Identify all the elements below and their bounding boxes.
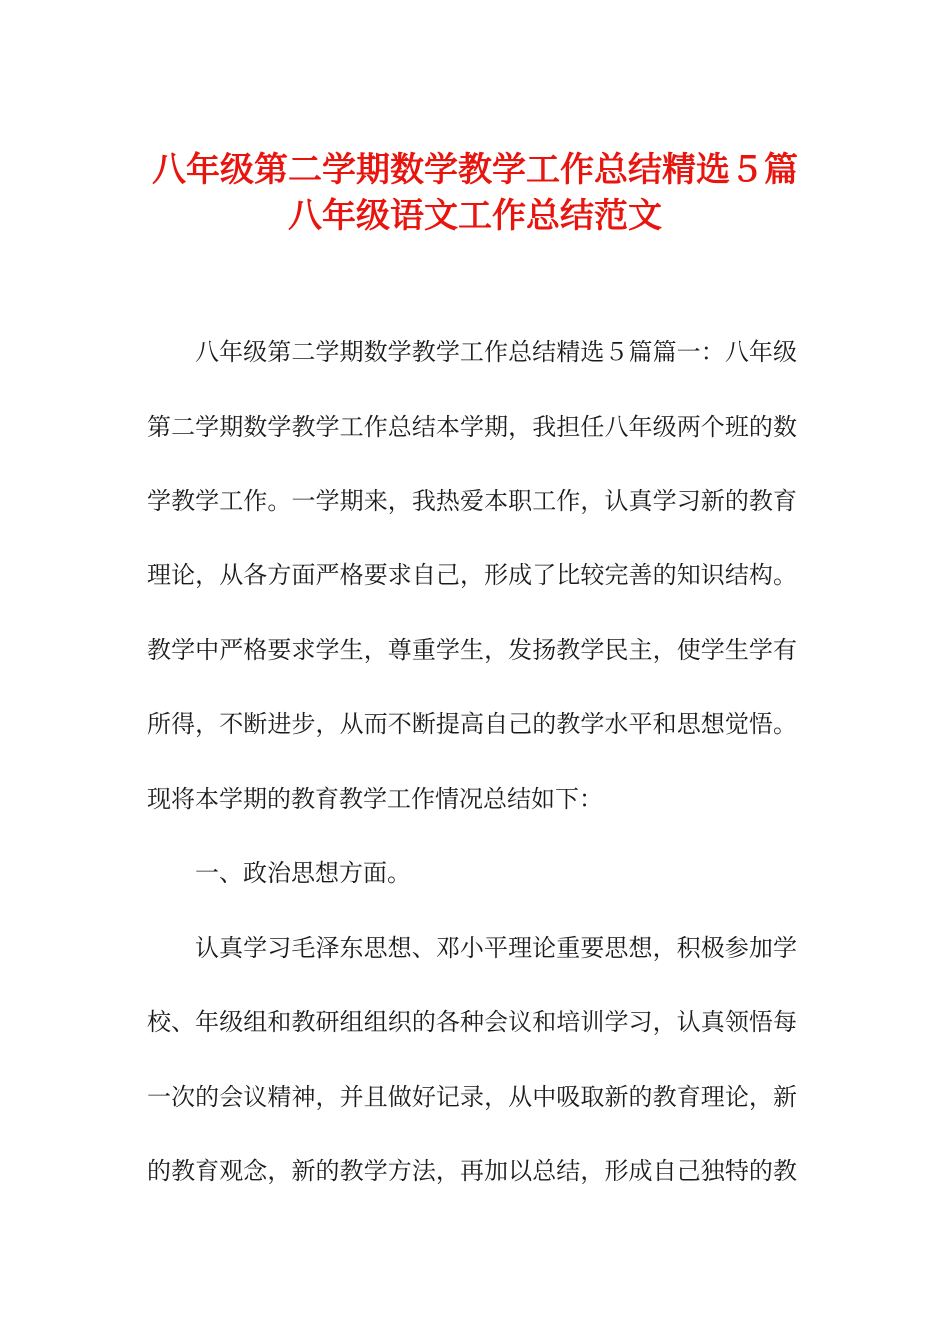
- document-title-line-1: 八年级第二学期数学教学工作总结精选５篇: [152, 150, 798, 190]
- paragraph-line: 现将本学期的教育教学工作情况总结如下：: [147, 785, 603, 813]
- paragraph-line: 校、年级组和教研组组织的各种会议和培训学习，认真领悟每: [147, 1008, 797, 1036]
- paragraph-line: 八年级第二学期数学教学工作总结精选５篇篇一：八年级: [195, 338, 797, 366]
- paragraph-line: 认真学习毛泽东思想、邓小平理论重要思想，积极参加学: [195, 934, 797, 962]
- paragraph-line: 所得，不断进步，从而不断提高自己的教学水平和思想觉悟。: [147, 710, 797, 738]
- paragraph-line: 第二学期数学教学工作总结本学期，我担任八年级两个班的数: [147, 413, 797, 441]
- paragraph-line: 教学中严格要求学生，尊重学生，发扬教学民主，使学生学有: [147, 636, 797, 664]
- paragraph-line: 的教育观念，新的教学方法，再加以总结，形成自己独特的教: [147, 1157, 797, 1185]
- section-heading: 一、政治思想方面。: [195, 859, 411, 887]
- paragraph-line: 一次的会议精神，并且做好记录，从中吸取新的教育理论，新: [147, 1083, 797, 1111]
- paragraph-line: 理论，从各方面严格要求自己，形成了比较完善的知识结构。: [147, 561, 797, 589]
- document-title-line-2: 八年级语文工作总结范文: [288, 196, 662, 236]
- paragraph-line: 学教学工作。一学期来，我热爱本职工作，认真学习新的教育: [147, 487, 797, 515]
